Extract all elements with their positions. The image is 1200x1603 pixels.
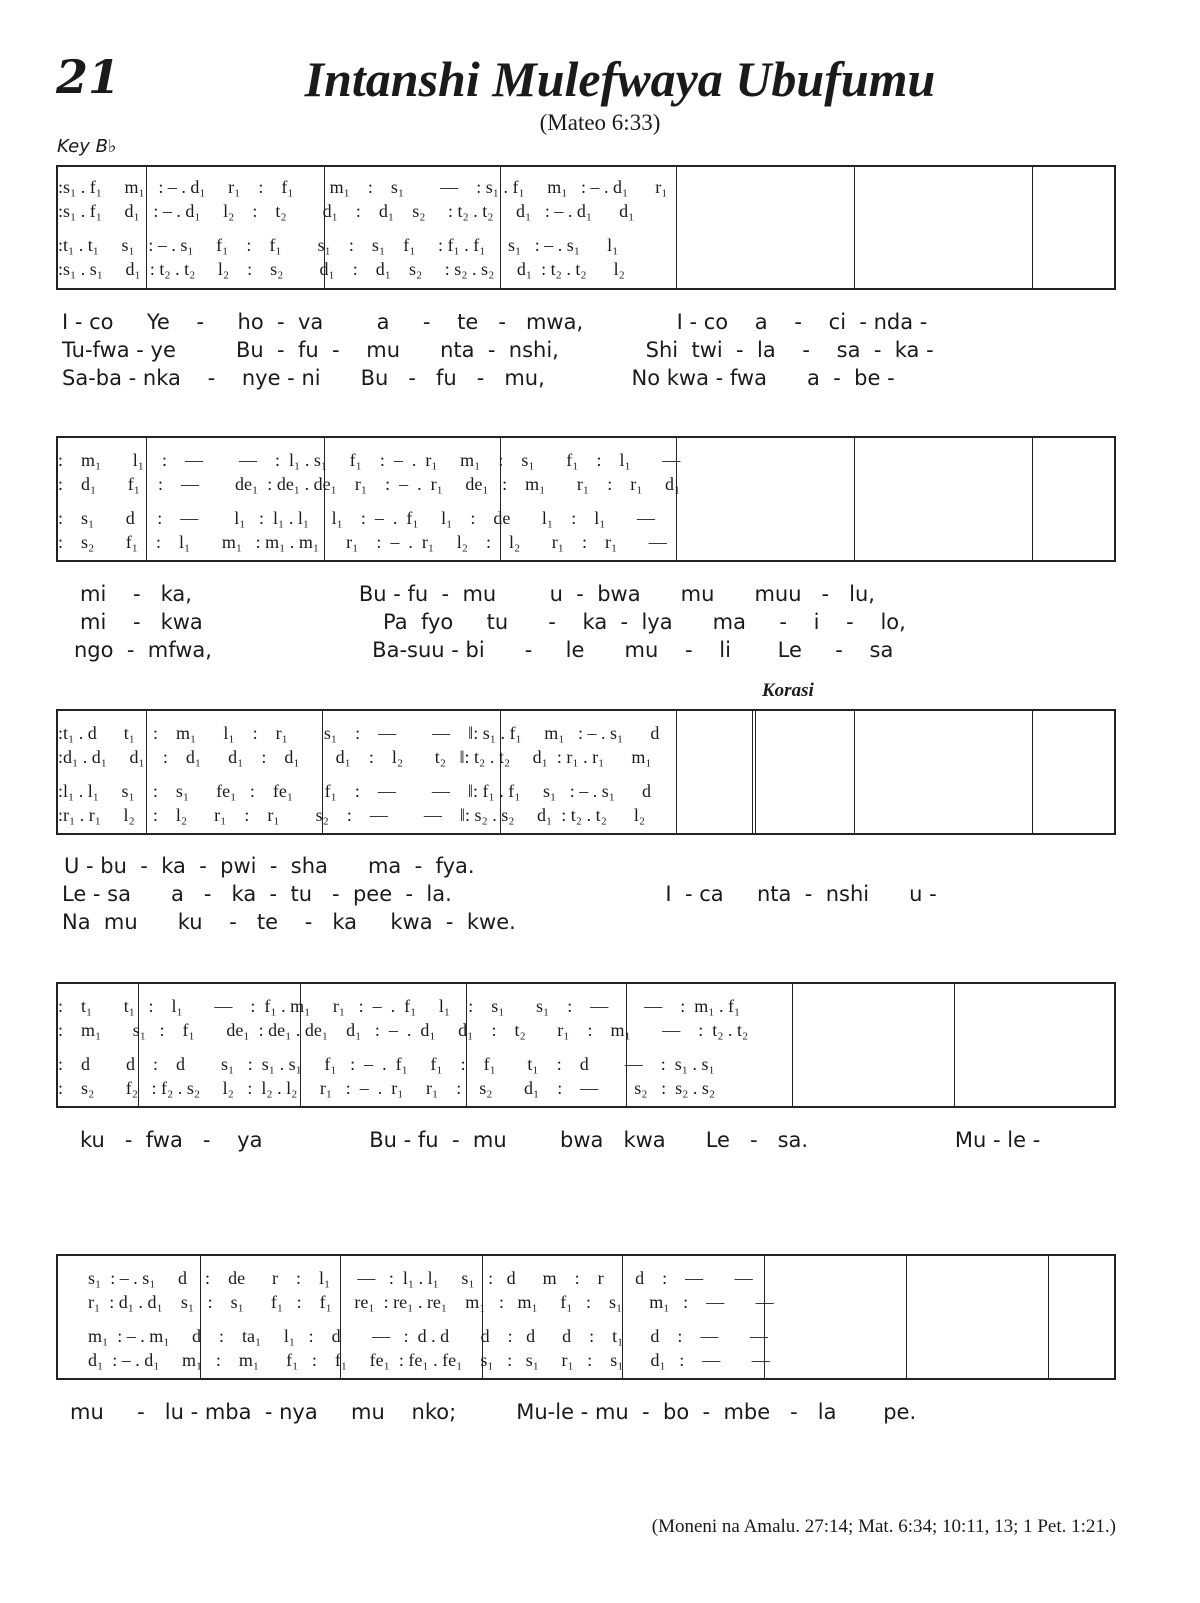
soprano-line: :s₁ . f₁ m₁ : – . d₁ r₁ : f₁ m₁ : s₁ — : s₁ . f₁ m₁ : – . d₁ r₁ — [58, 177, 668, 197]
tenor-line: : s₁ d : — l₁ : l₁ . l₁ l₁ : – . f₁ l₁ : de l₁ : l₁ — — [58, 508, 655, 528]
music-system-5 — [56, 1254, 1116, 1380]
tenor-line: m₁ : – . m₁ d : ta₁ l₁ : d — : d . d d : d d : t₁ d : — — — [88, 1326, 768, 1346]
tenor-line: : d d : d s₁ : s₁ . s₁ f₁ : – . f₁ f₁ : f₁ t₁ : d — : s₁ . s₁ — [58, 1054, 715, 1074]
lyric-line: mi - kwa Pa fyo tu - ka - lya ma - i - lo, — [80, 610, 906, 634]
soprano-line: :t₁ . d t₁ : m₁ l₁ : r₁ s₁ : — — ‖: s₁ . f₁ m₁ : – . s₁ d — [58, 723, 660, 743]
alto-line: :d₁ . d₁ d₁ : d₁ d₁ : d₁ d₁ : l₂ t₂ ‖: t₂ . t₂ d₁ : r₁ . r₁ m₁ — [58, 747, 652, 767]
chorus-label: Korasi — [762, 680, 814, 701]
soprano-line: : m₁ l₁ : — — : l₁ . s₁ f₁ : – . r₁ m₁ : s₁ f₁ : l₁ — — [58, 450, 681, 470]
footnote-references: (Moneni na Amalu. 27:14; Mat. 6:34; 10:11, 13; 1 Pet. 1:21.) — [651, 1516, 1116, 1537]
hymn-number: 21 — [56, 50, 121, 104]
lyric-line: ngo - mfwa, Ba-suu - bi - le mu - li Le - sa — [74, 638, 894, 662]
bass-line: d₁ : – . d₁ m₁ : m₁ f₁ : f₁ fe₁ : fe₁ . fe₁ s₁ : s₁ r₁ : s₁ d₁ : — — — [88, 1350, 770, 1370]
soprano-line: : t₁ t₁ : l₁ — : f₁ . m₁ r₁ : – . f₁ l₁ : s₁ s₁ : — — : m₁ . f₁ — [58, 996, 741, 1016]
lyric-line: Tu-fwa - ye Bu - fu - mu nta - nshi, Shi twi - la - sa - ka - — [62, 338, 934, 362]
music-system-4 — [56, 982, 1116, 1108]
bass-line: :r₁ . r₁ l₂ : l₂ r₁ : r₁ s₂ : — — ‖: s₂ . s₂ d₁ : t₂ . t₂ l₂ — [58, 805, 646, 825]
alto-line: : d₁ f₁ : — de₁ : de₁ . de₁ r₁ : – . r₁ de₁ : m₁ r₁ : r₁ d₁ — [58, 474, 681, 494]
soprano-line: s₁ : – . s₁ d : de r : l₁ — : l₁ . l₁ s₁ : d m : r d : — — — [88, 1268, 753, 1288]
bass-line: :s₁ . s₁ d₁ : t₂ . t₂ l₂ : s₂ d₁ : d₁ s₂ : s₂ . s₂ d₁ : t₂ . t₂ l₂ — [58, 259, 625, 279]
tenor-line: :t₁ . t₁ s₁ : – . s₁ f₁ : f₁ s₁ : s₁ f₁ : f₁ . f₁ s₁ : – . s₁ l₁ — [58, 235, 619, 255]
lyric-line: mu - lu - mba - nya mu nko; Mu-le - mu - bo - mbe - la pe. — [70, 1400, 917, 1424]
tenor-line: :l₁ . l₁ s₁ : s₁ fe₁ : fe₁ f₁ : — — ‖: f₁ . f₁ s₁ : – . s₁ d — [58, 781, 652, 801]
lyric-line: Le - sa a - ka - tu - pee - la. I - ca nta - nshi u - — [62, 882, 937, 906]
bass-line: : s₂ f₁ : l₁ m₁ : m₁ . m₁ r₁ : – . r₁ l₂ : l₂ r₁ : r₁ — — [58, 532, 667, 552]
lyric-line: mi - ka, Bu - fu - mu u - bwa mu muu - lu, — [80, 582, 875, 606]
lyric-line: Sa-ba - nka - nye - ni Bu - fu - mu, No kwa - fwa a - be - — [62, 366, 895, 390]
key-signature: Key B♭ — [57, 136, 117, 157]
lyric-line: Na mu ku - te - ka kwa - kwe. — [62, 910, 516, 934]
alto-line: : m₁ s₁ : f₁ de₁ : de₁ . de₁ d₁ : – . d₁ d₁ : t₂ r₁ : m₁ — : t₂ . t₂ — [58, 1020, 749, 1040]
lyric-line: I - co Ye - ho - va a - te - mwa, I - co a - ci - nda - — [62, 310, 928, 334]
alto-line: r₁ : d₁ . d₁ s₁ : s₁ f₁ : f₁ re₁ : re₁ . re₁ m₁ : m₁ f₁ : s₁ m₁ : — — — [88, 1292, 774, 1312]
lyric-line: ku - fwa - ya Bu - fu - mu bwa kwa Le - sa. Mu - le - — [80, 1128, 1041, 1152]
music-system-2 — [56, 436, 1116, 562]
music-system-3 — [56, 709, 1116, 835]
bass-line: : s₂ f₂ : f₂ . s₂ l₂ : l₂ . l₂ r₁ : – . r₁ r₁ : s₂ d₁ : — s₂ : s₂ . s₂ — [58, 1078, 716, 1098]
hymn-title: Intanshi Mulefwaya Ubufumu — [304, 51, 936, 107]
scripture-reference: (Mateo 6:33) — [539, 110, 661, 135]
lyric-line: U - bu - ka - pwi - sha ma - fya. — [64, 854, 475, 878]
alto-line: :s₁ . f₁ d₁ : – . d₁ l₂ : t₂ d₁ : d₁ s₂ : t₂ . t₂ d₁ : – . d₁ d₁ — [58, 201, 635, 221]
music-system-1 — [56, 165, 1116, 290]
